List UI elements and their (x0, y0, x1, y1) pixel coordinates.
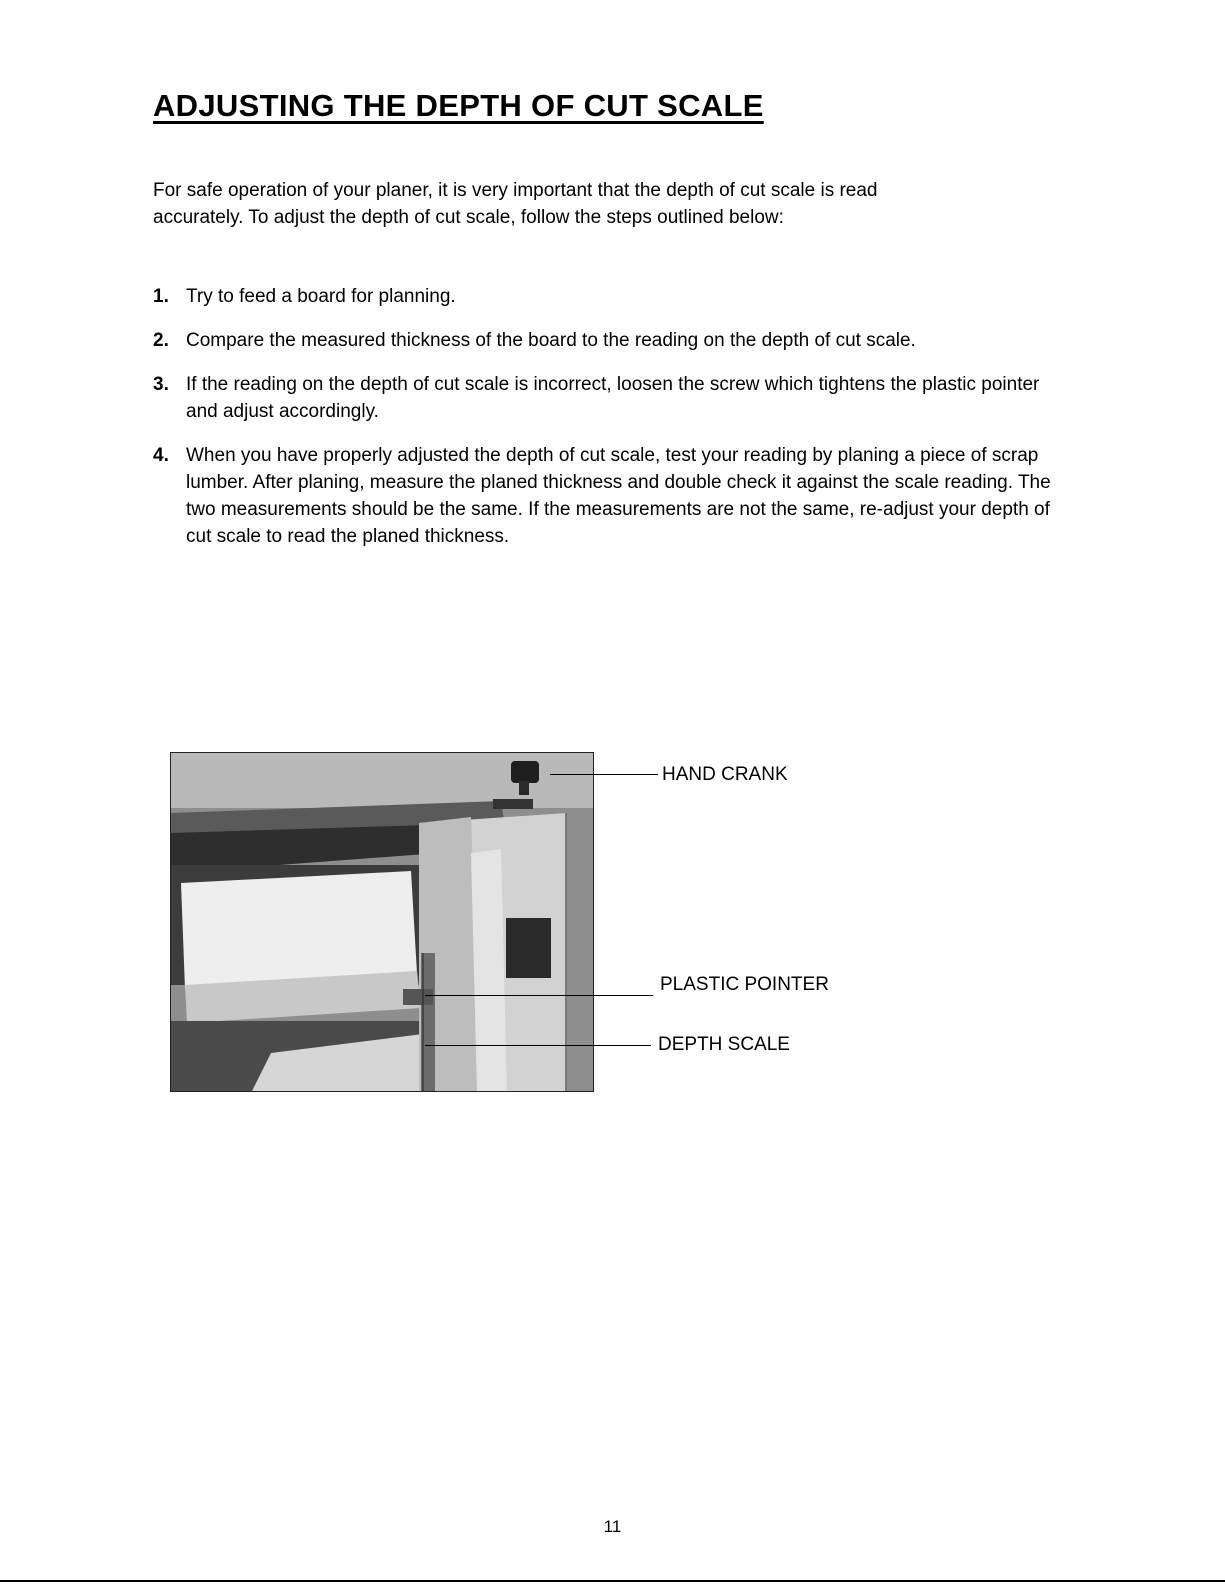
intro-paragraph: For safe operation of your planer, it is very important that the depth of cut scale is read accurately. To adjust the depth of cut scale, follow the steps outlined below: (153, 180, 878, 228)
step-text: Compare the measured thickness of the board to the reading on the depth of cut scale. (186, 330, 916, 351)
planer-photo-illustration (171, 753, 594, 1092)
planer-figure (170, 752, 830, 1092)
step-item (153, 442, 1053, 550)
step-text: When you have properly adjusted the depth of cut scale, test your reading by planing a piece of scrap lumber. After planing, measure the planed thickness and double check it against the scale reading. The two measurements should be the same. If the measurements are not the same, re-adjust your depth of cut scale to read the planed thickness. (186, 445, 1051, 547)
page-number: 11 (603, 1517, 622, 1536)
step-number: 1. (153, 286, 169, 307)
step-number: 4. (153, 445, 169, 466)
step-item (153, 283, 1053, 310)
bottom-rule (0, 1580, 1225, 1582)
planer-photo (170, 752, 594, 1092)
plastic-pointer-leader (425, 995, 653, 996)
steps-list (153, 283, 1053, 567)
step-text: If the reading on the depth of cut scale is incorrect, loosen the screw which tightens the plastic pointer and adjust accordingly. (186, 374, 1040, 422)
hand-crank-label: HAND CRANK (662, 764, 788, 785)
plastic-pointer-label: PLASTIC POINTER (660, 974, 829, 995)
step-text: Try to feed a board for planning. (186, 286, 456, 307)
step-item (153, 327, 1053, 354)
step-number: 2. (153, 330, 169, 351)
page-title: ADJUSTING THE DEPTH OF CUT SCALE (153, 88, 764, 123)
hand-crank-leader (550, 774, 658, 775)
depth-scale-label: DEPTH SCALE (658, 1034, 790, 1055)
depth-scale-leader (425, 1045, 651, 1046)
step-number: 3. (153, 374, 169, 395)
step-item (153, 371, 1053, 425)
